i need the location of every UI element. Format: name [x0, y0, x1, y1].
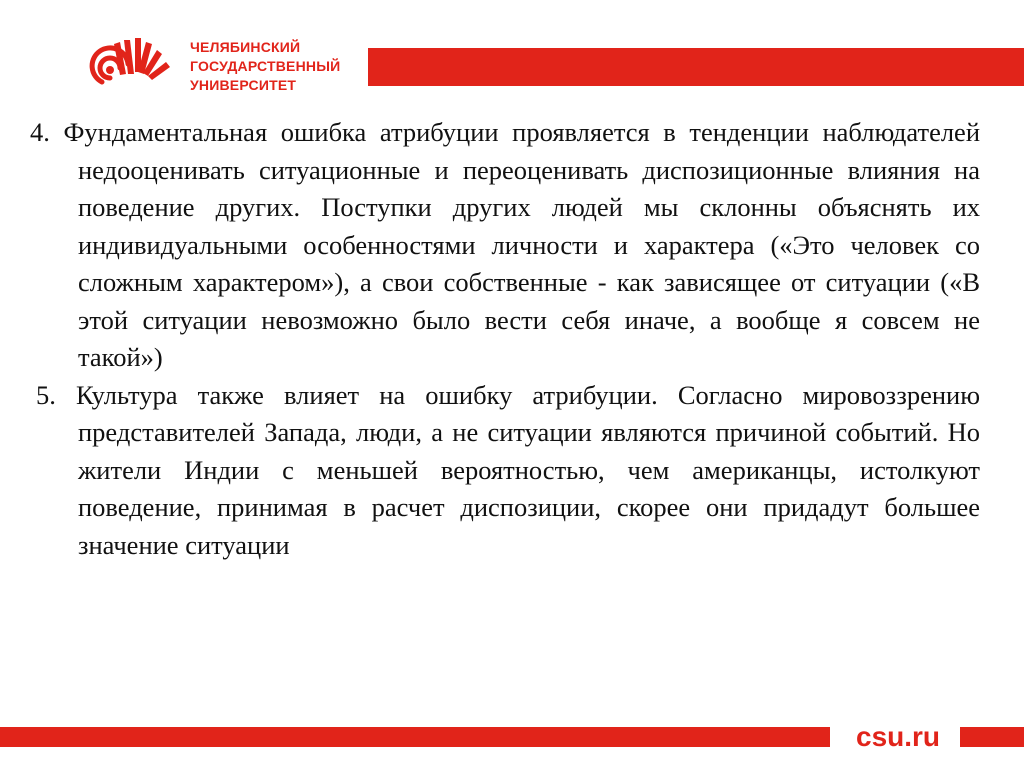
footer-red-bar-left — [0, 727, 830, 747]
university-spiral-logo-icon — [80, 34, 176, 100]
footer-red-bar-right — [960, 727, 1024, 747]
paragraph-4-text: Фундаментальная ошибка атрибуции проявляется в тенденции наблюдателей недооценивать ситуационные и переоценивать диспозиционные влияния на поведение других. Поступки других людей мы склонны объяснять их индивидуальными особенностями личности и характера («Это человек со сложным характером»), а свои собственные - как зависящее от ситуации («В этой ситуации невозможно было вести себя иначе, а вообще я совсем не такой») — [63, 117, 981, 372]
paragraph-5-number: 5. — [36, 379, 56, 410]
university-name-line-2: ГОСУДАРСТВЕННЫЙ — [190, 58, 341, 74]
paragraph-4 — [30, 114, 980, 377]
paragraph-4-number: 4. — [30, 117, 50, 147]
university-name-line-3: УНИВЕРСИТЕТ — [190, 77, 297, 93]
slide-body — [30, 114, 980, 564]
paragraph-5 — [30, 377, 980, 565]
university-name — [190, 38, 340, 95]
university-name-line-1: ЧЕЛЯБИНСКИЙ — [190, 39, 301, 55]
paragraph-5-text: Культура также влияет на ошибку атрибуции. Согласно мировоззрению представителей Запада, люди, а не ситуации являются причиной событий. Но жители Индии с меньшей вероятностью, чем американцы, истолкуют поведение, принимая в расчет диспозиции, скорее они придадут большее значение ситуации — [75, 379, 981, 560]
header-red-bar — [368, 48, 1024, 86]
footer-site-logo: csu.ru — [856, 721, 941, 752]
